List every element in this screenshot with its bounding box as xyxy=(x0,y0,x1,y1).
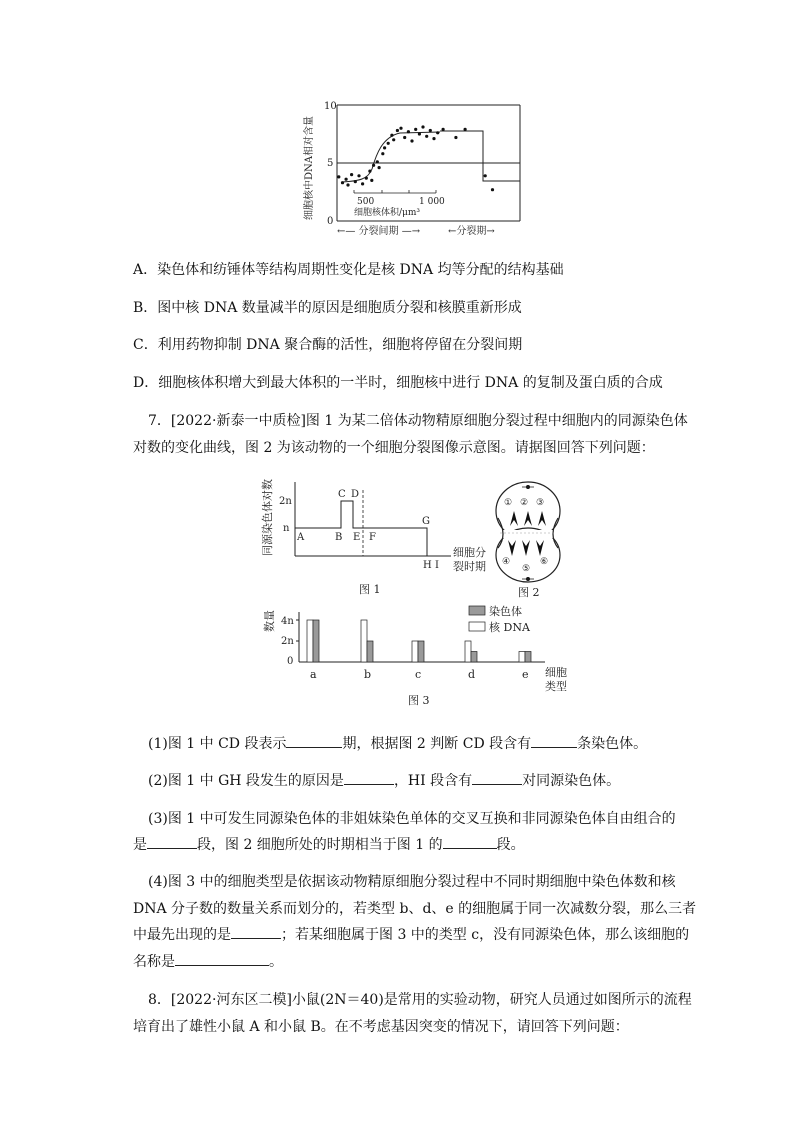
scatter-point-23 xyxy=(410,139,413,142)
category-label-a: a xyxy=(310,668,317,681)
scatter-point-7 xyxy=(361,182,364,185)
q7-sub2-text-a: (2)图 1 中 GH 段发生的原因是 xyxy=(148,773,344,789)
scatter-point-31 xyxy=(442,128,445,131)
scatter-point-16 xyxy=(387,142,390,145)
figure-2-cell xyxy=(488,478,568,598)
chromosome-number-2: ② xyxy=(520,498,529,508)
bar-chromosome-d xyxy=(471,652,477,663)
dna-content-figure xyxy=(290,95,530,240)
fig3-ytick-0: 0 xyxy=(287,656,294,667)
scatter-point-6 xyxy=(357,174,360,177)
scatter-point-28 xyxy=(429,129,432,132)
scatter-point-0 xyxy=(337,175,340,178)
q7-sub3-line1: (3)图 1 中可发生同源染色体的非姐妹染色单体的交叉互换和非同源染色体自由组合的 xyxy=(148,811,676,827)
fig1-point-g: G xyxy=(422,516,430,527)
category-label-c: c xyxy=(415,668,422,681)
q7-sub4-line3 xyxy=(133,924,689,944)
q7-sub2-text-c: 对同源染色体。 xyxy=(522,773,621,789)
fig1-point-f: F xyxy=(369,532,376,543)
dna-ytick-10: 10 xyxy=(324,101,337,112)
dna-xtick-1000: 1 000 xyxy=(419,197,445,207)
scatter-point-4 xyxy=(350,173,353,176)
scatter-point-32 xyxy=(454,136,457,139)
q7-sub4-line4 xyxy=(133,951,283,971)
scatter-point-15 xyxy=(383,146,386,149)
option-b: B．图中核 DNA 数量减半的原因是细胞质分裂和核膜重新形成 xyxy=(133,300,522,316)
q7-stem-line2: 对数的变化曲线，图 2 为该动物的一个细胞分裂图像示意图。请据图回答下列问题： xyxy=(133,440,655,456)
q7-sub1-text-b: 期，根据图 2 判断 CD 段含有 xyxy=(342,736,532,752)
legend-dna-label: 核 DNA xyxy=(489,621,530,634)
scatter-point-10 xyxy=(370,179,373,182)
scatter-point-25 xyxy=(418,132,421,135)
scatter-point-8 xyxy=(365,177,368,180)
fig3-ylabel: 数量 xyxy=(263,610,276,632)
q7-sub4-line1: (4)图 3 中的细胞类型是依据该动物精原细胞分裂过程中不同时期细胞中染色体数和核 xyxy=(148,874,676,890)
q8-line2: 培育出了雄性小鼠 A 和小鼠 B。在不考虑基因突变的情况下，请回答下列问题： xyxy=(133,1019,629,1035)
fig3-ytick-2n: 2n xyxy=(281,636,294,647)
fig3-ytick-4n: 4n xyxy=(281,616,294,627)
q7-sub4-text-c: 名称是 xyxy=(133,954,175,970)
fig2-caption: 图 2 xyxy=(518,586,540,598)
q7-sub2-blank-1[interactable] xyxy=(344,770,394,785)
scatter-point-5 xyxy=(354,180,357,183)
fig1-caption: 图 1 xyxy=(359,583,381,596)
fig1-point-c: C xyxy=(338,489,346,500)
q7-sub4-line2: DNA 分子数的数量关系而划分的，若类型 b、d、e 的细胞属于同一次减数分裂，那么三者 xyxy=(133,901,697,917)
scatter-point-18 xyxy=(392,138,395,141)
q7-sub1 xyxy=(148,733,647,753)
scatter-point-19 xyxy=(396,129,399,132)
scatter-point-35 xyxy=(491,188,494,191)
q7-sub3-blank-2[interactable] xyxy=(443,834,497,849)
chromosome-number-6: ⑥ xyxy=(540,557,549,567)
q7-sub3-text-b: 段，图 2 细胞所处的时期相当于图 1 的 xyxy=(197,837,443,853)
category-label-b: b xyxy=(364,668,372,681)
q7-sub3-line2 xyxy=(133,834,525,854)
scatter-point-22 xyxy=(407,130,410,133)
fig3-caption: 图 3 xyxy=(408,694,430,707)
fig1-xlabel-1: 细胞分 xyxy=(453,546,486,559)
scatter-point-11 xyxy=(372,164,375,167)
chromosome-number-5: ⑤ xyxy=(522,564,531,574)
q7-sub4-text-a: 中最先出现的是 xyxy=(133,927,231,943)
bar-dna-b xyxy=(361,620,367,662)
phase-division: ←分裂期→ xyxy=(448,226,495,237)
q7-sub1-blank-2[interactable] xyxy=(531,733,577,748)
q7-sub1-text-a: (1)图 1 中 CD 段表示 xyxy=(148,736,287,752)
q7-sub4-blank-2[interactable] xyxy=(175,951,269,966)
bar-dna-c xyxy=(412,641,418,662)
q7-sub2 xyxy=(148,770,620,790)
q7-sub4-text-b: ；若某细胞属于图 3 中的类型 c，没有同源染色体，那么该细胞的 xyxy=(281,927,690,943)
bar-chromosome-b xyxy=(367,641,373,662)
chromosome-number-4: ④ xyxy=(502,557,511,567)
fig1-point-b: B xyxy=(335,532,343,543)
bar-chromosome-e xyxy=(525,652,531,663)
chromosome-number-1: ① xyxy=(504,498,513,508)
q7-sub4-blank-1[interactable] xyxy=(231,924,281,939)
fig1-ytick-2n: 2n xyxy=(279,496,292,507)
dna-xlabel: 细胞核体积/μm³ xyxy=(354,208,421,218)
category-label-e: e xyxy=(522,668,529,681)
figure-3-bar-chart xyxy=(255,600,585,710)
scatter-point-9 xyxy=(368,170,371,173)
scatter-point-29 xyxy=(432,137,435,140)
bar-chromosome-a xyxy=(313,620,319,662)
option-a: A．染色体和纺锤体等结构周期性变化是核 DNA 均等分配的结构基础 xyxy=(133,262,564,278)
bar-chromosome-c xyxy=(418,641,424,662)
legend-dna-swatch xyxy=(469,622,485,631)
phase-interphase: ←— 分裂间期 —→ xyxy=(337,226,421,237)
scatter-point-24 xyxy=(414,128,417,131)
scatter-point-13 xyxy=(378,166,381,169)
q7-sub4-text-d: 。 xyxy=(269,954,283,970)
q8-line1: 8．[2022·河东区二模]小鼠(2N＝40)是常用的实验动物，研究人员通过如图所示的流程 xyxy=(148,992,692,1008)
fig1-xlabel-2: 裂时期 xyxy=(453,560,486,573)
dna-scatter-points xyxy=(337,125,494,191)
bar-dna-a xyxy=(307,620,313,662)
scatter-point-30 xyxy=(436,131,439,134)
scatter-point-1 xyxy=(341,181,344,184)
chromosome-number-3: ③ xyxy=(536,498,545,508)
scatter-point-12 xyxy=(376,160,379,163)
category-label-d: d xyxy=(468,668,476,681)
bar-dna-d xyxy=(465,641,471,662)
q7-sub2-blank-2[interactable] xyxy=(472,770,522,785)
scatter-point-26 xyxy=(421,125,424,128)
scatter-point-17 xyxy=(390,134,393,137)
option-c: C．利用药物抑制 DNA 聚合酶的活性，细胞将停留在分裂间期 xyxy=(133,337,523,353)
dna-xtick-500: 500 xyxy=(357,197,375,207)
bar-dna-e xyxy=(519,652,525,663)
fig1-ytick-n: n xyxy=(283,523,290,534)
scatter-point-14 xyxy=(381,152,384,155)
q7-sub1-text-c: 条染色体。 xyxy=(577,736,648,752)
fig1-point-d: D xyxy=(351,489,360,500)
fig1-point-i: I xyxy=(435,560,439,571)
dna-ytick-5: 5 xyxy=(327,158,334,169)
scatter-point-34 xyxy=(484,174,487,177)
q7-sub2-text-b: ，HI 段含有 xyxy=(393,773,473,789)
legend-chromosome-label: 染色体 xyxy=(489,605,522,618)
scatter-point-20 xyxy=(399,127,402,130)
q7-sub3-blank-1[interactable] xyxy=(147,834,197,849)
scatter-point-21 xyxy=(403,136,406,139)
dna-figure-ylabel: 细胞核中DNA相对含量 xyxy=(304,116,315,220)
q7-sub3-text-c: 段。 xyxy=(496,837,525,853)
dna-ytick-0: 0 xyxy=(327,216,334,227)
scatter-point-33 xyxy=(464,128,467,131)
legend-chromosome-swatch xyxy=(469,606,485,615)
q7-stem-line1: 7．[2022·新泰一中质检]图 1 为某二倍体动物精原细胞分裂过程中细胞内的同源染色体 xyxy=(148,413,688,429)
scatter-point-2 xyxy=(345,178,348,181)
fig3-xlabel-1: 细胞 xyxy=(545,666,567,679)
q7-sub3-text-a: 是 xyxy=(133,837,147,853)
scatter-point-3 xyxy=(346,183,349,186)
fig3-xlabel-2: 类型 xyxy=(545,680,567,693)
option-d: D．细胞核体积增大到最大体积的一半时，细胞核中进行 DNA 的复制及蛋白质的合成 xyxy=(133,375,663,391)
fig1-point-a: A xyxy=(297,532,305,543)
scatter-point-27 xyxy=(425,135,428,138)
fig1-point-h: H xyxy=(423,560,432,571)
figure-1-homolog-pairs xyxy=(255,470,495,600)
fig1-ylabel: 同源染色体对数 xyxy=(261,479,274,556)
q7-sub1-blank-1[interactable] xyxy=(286,733,342,748)
fig1-point-e: E xyxy=(353,532,361,543)
